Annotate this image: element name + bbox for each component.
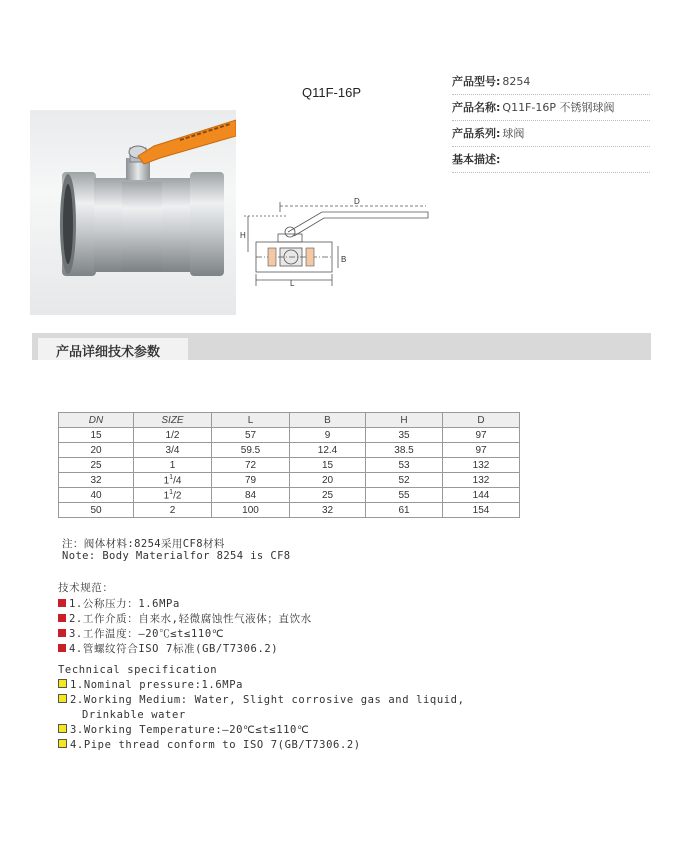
col-header-d: D [443, 413, 520, 428]
info-row-series [452, 121, 650, 147]
info-key: 产品名称: [452, 101, 501, 114]
model-caption: Q11F-16P [302, 85, 362, 100]
col-header-size: SIZE [134, 413, 212, 428]
cell-d: 132 [443, 458, 520, 473]
spec-table [58, 412, 520, 518]
cell-dn: 40 [59, 488, 134, 503]
cell-size: $1^1/4$ [134, 473, 212, 488]
size-denominator: 4 [175, 475, 182, 487]
info-value: 8254 [502, 75, 531, 88]
col-header-l: L [212, 413, 290, 428]
spec-cn-item [58, 596, 180, 611]
table-row [59, 503, 520, 518]
size-denominator: 2 [175, 490, 182, 502]
info-row-model [452, 69, 650, 95]
table-header-row [59, 413, 520, 428]
yellow-bullet-icon [58, 724, 67, 733]
table-row [59, 443, 520, 458]
spec-cn-item [58, 611, 312, 626]
spec-en-item [58, 679, 243, 691]
cell-b: 25 [290, 488, 366, 503]
info-value: 球阀 [502, 127, 525, 140]
cell-l: 57 [212, 428, 290, 443]
spec-cn-item [58, 641, 278, 656]
table-row [59, 428, 520, 443]
cell-size: 3/4 [134, 443, 212, 458]
info-row-description [452, 147, 650, 173]
yellow-bullet-icon [58, 679, 67, 688]
spec-en-item [58, 724, 309, 736]
drawing-label-b: B [341, 255, 347, 264]
spec-en-text: 4.Pipe thread conform to ISO 7(GB/T7306.2) [70, 739, 361, 751]
info-key: 基本描述: [452, 153, 501, 166]
cell-h: 35 [366, 428, 443, 443]
cell-h: 61 [366, 503, 443, 518]
spec-cn-item [58, 626, 224, 641]
cell-l: 100 [212, 503, 290, 518]
cell-b: 15 [290, 458, 366, 473]
size-numerator: 1 [169, 488, 174, 496]
info-key: 产品系列: [452, 127, 501, 140]
info-value: Q11F-16P 不锈钢球阀 [502, 101, 615, 114]
red-bullet-icon [58, 614, 66, 622]
table-row [59, 473, 520, 488]
cell-d: 97 [443, 443, 520, 458]
spec-en-item [58, 694, 465, 706]
cell-l: 59.5 [212, 443, 290, 458]
red-bullet-icon [58, 629, 66, 637]
spec-cn-text: 2.工作介质：自来水,轻微腐蚀性气液体；直饮水 [69, 613, 312, 625]
cell-size: $1^1/2$ [134, 488, 212, 503]
valve-technical-drawing [238, 190, 438, 290]
cell-h: 52 [366, 473, 443, 488]
table-row [59, 488, 520, 503]
size-whole: 1 [163, 475, 170, 487]
info-row-name [452, 95, 650, 121]
spec-cn-title: 技术规范： [58, 582, 114, 594]
cell-l: 84 [212, 488, 290, 503]
cell-dn: 50 [59, 503, 134, 518]
spec-en-text: 2.Working Medium: Water, Slight corrosive gas and liquid, [70, 694, 465, 706]
spec-cn-text: 1.公称压力：1.6MPa [69, 598, 180, 610]
cell-d: 154 [443, 503, 520, 518]
col-header-h: H [366, 413, 443, 428]
cell-b: 9 [290, 428, 366, 443]
cell-d: 144 [443, 488, 520, 503]
spec-en-title: Technical specification [58, 664, 218, 676]
cell-h: 53 [366, 458, 443, 473]
yellow-bullet-icon [58, 694, 67, 703]
drawing-label-h: H [240, 231, 246, 240]
product-photo [30, 110, 236, 315]
cell-dn: 25 [59, 458, 134, 473]
cell-dn: 32 [59, 473, 134, 488]
table-row [59, 458, 520, 473]
cell-l: 79 [212, 473, 290, 488]
note-en: Note: Body Materialfor 8254 is CF8 [62, 550, 291, 562]
col-header-dn: DN [59, 413, 134, 428]
note-cn: 注：阀体材料:8254采用CF8材料 [62, 538, 225, 550]
info-key: 产品型号: [452, 75, 501, 88]
spec-en-item-continuation: Drinkable water [82, 709, 186, 721]
red-bullet-icon [58, 644, 66, 652]
cell-dn: 20 [59, 443, 134, 458]
red-bullet-icon [58, 599, 66, 607]
cell-l: 72 [212, 458, 290, 473]
cell-d: 132 [443, 473, 520, 488]
ball-valve-illustration [30, 110, 236, 315]
drawing-label-l: L [290, 279, 295, 288]
spec-en-text: 3.Working Temperature:—20℃≤t≤110℃ [70, 724, 310, 736]
spec-cn-text: 3.工作温度：—20℃≤t≤110℃ [69, 628, 225, 640]
cell-h: 55 [366, 488, 443, 503]
cell-b: 32 [290, 503, 366, 518]
cell-b: 20 [290, 473, 366, 488]
col-header-b: B [290, 413, 366, 428]
yellow-bullet-icon [58, 739, 67, 748]
cell-size: 1 [134, 458, 212, 473]
cell-size: 1/2 [134, 428, 212, 443]
spec-cn-text: 4.管螺纹符合ISO 7标准(GB/T7306.2) [69, 643, 279, 655]
cell-size: 2 [134, 503, 212, 518]
spec-en-text: 1.Nominal pressure:1.6MPa [70, 679, 244, 691]
cell-d: 97 [443, 428, 520, 443]
size-numerator: 1 [169, 473, 174, 481]
size-whole: 1 [163, 490, 170, 502]
cell-h: 38.5 [366, 443, 443, 458]
section-title: 产品详细技术参数 [56, 345, 161, 360]
cell-dn: 15 [59, 428, 134, 443]
spec-en-item [58, 739, 361, 751]
cell-b: 12.4 [290, 443, 366, 458]
drawing-label-d: D [354, 197, 360, 206]
